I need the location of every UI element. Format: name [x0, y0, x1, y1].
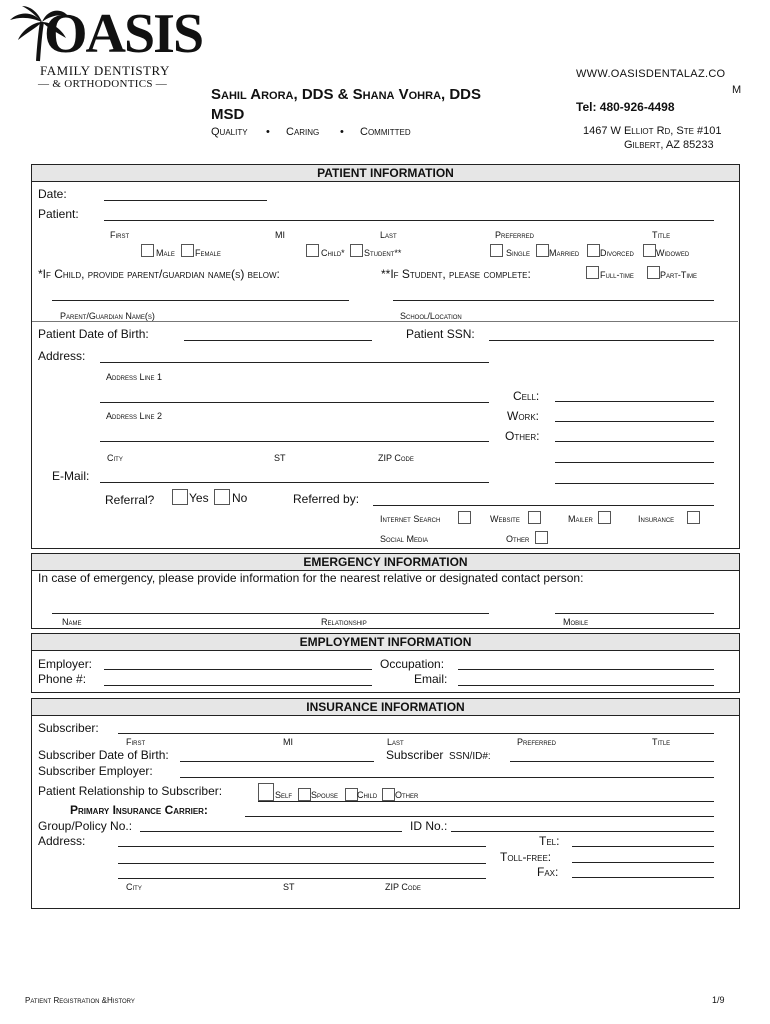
carrier-address-line-1[interactable]	[118, 846, 486, 847]
relationship-field[interactable]	[258, 801, 714, 802]
tagline-quality: Quality	[211, 126, 248, 138]
ref-insurance-label: Insurance	[638, 514, 675, 524]
emergency-name-relationship-field[interactable]	[52, 613, 489, 614]
married-checkbox[interactable]	[536, 244, 549, 257]
parent-guardian-caption: Parent/Guardian Name(s)	[60, 311, 155, 321]
employment-phone-field[interactable]	[104, 685, 372, 686]
carrier-zip-caption: ZIP Code	[385, 882, 421, 892]
referral-yes-checkbox[interactable]	[172, 489, 188, 505]
rel-other-label: Other	[395, 790, 419, 800]
tagline-caring: Caring	[286, 126, 320, 138]
female-label: Female	[195, 248, 221, 258]
emergency-information-section	[31, 553, 740, 629]
ssn-label: Patient SSN:	[406, 327, 475, 341]
employment-email-field[interactable]	[458, 685, 714, 686]
rel-spouse-checkbox[interactable]	[298, 788, 311, 801]
date-label: Date:	[38, 187, 67, 201]
address-label: Address:	[38, 349, 86, 363]
part-time-label: Part-Time	[660, 270, 698, 280]
carrier-fax-label: Fax:	[537, 865, 559, 879]
ref-other-label: Other	[506, 534, 530, 544]
sub-mi-caption: MI	[283, 737, 293, 747]
subscriber-dob-label: Subscriber Date of Birth:	[38, 748, 169, 762]
referral-no-label: No	[232, 491, 248, 505]
employment-email-label: Email:	[414, 672, 448, 686]
tagline-bullet: •	[340, 126, 344, 138]
id-no-field[interactable]	[451, 831, 714, 832]
female-checkbox[interactable]	[181, 244, 194, 257]
ref-social-label: Social Media	[380, 534, 429, 544]
tagline-bullet: •	[266, 126, 270, 138]
date-field[interactable]	[104, 200, 267, 201]
referred-by-label: Referred by:	[293, 492, 360, 506]
relationship-caption: Relationship	[321, 617, 367, 627]
child-checkbox[interactable]	[306, 244, 319, 257]
page-number: 1/9	[712, 995, 725, 1005]
primary-carrier-label: Primary Insurance Carrier:	[70, 803, 208, 817]
rel-spouse-label: Spouse	[311, 790, 339, 800]
child-label: Child*	[321, 248, 345, 258]
section-heading: EMERGENCY INFORMATION	[32, 554, 739, 571]
carrier-tel-label: Tel:	[539, 834, 560, 848]
patient-information-section	[31, 164, 740, 549]
parent-guardian-field[interactable]	[52, 300, 349, 301]
student-checkbox[interactable]	[350, 244, 363, 257]
student-note: **If Student, please complete:	[381, 267, 531, 281]
referred-by-field[interactable]	[373, 505, 714, 506]
school-location-field[interactable]	[393, 300, 714, 301]
subscriber-ssn-small: SSN/ID#:	[449, 751, 491, 762]
group-policy-field[interactable]	[140, 831, 402, 832]
subscriber-dob-field[interactable]	[180, 761, 374, 762]
full-time-checkbox[interactable]	[586, 266, 599, 279]
carrier-tel-field[interactable]	[572, 846, 714, 847]
mobile-caption: Mobile	[563, 617, 589, 627]
title-caption: Title	[652, 230, 671, 240]
other-phone-field[interactable]	[555, 441, 714, 442]
subscriber-employer-label: Subscriber Employer:	[38, 764, 153, 778]
employer-field[interactable]	[104, 669, 372, 670]
ref-internet-checkbox[interactable]	[458, 511, 471, 524]
extra-phone-field-2[interactable]	[555, 483, 714, 484]
full-time-label: Full-time	[600, 270, 634, 280]
address-line-2-caption: Address Line 2	[106, 411, 163, 421]
emergency-instructions: In case of emergency, please provide information for the nearest relative or designated contact person:	[38, 571, 584, 585]
employer-label: Employer:	[38, 657, 93, 671]
other-phone-label: Other:	[505, 429, 540, 443]
ref-website-label: Website	[490, 514, 520, 524]
sub-preferred-caption: Preferred	[517, 737, 557, 747]
st-caption: ST	[274, 453, 286, 463]
cell-field[interactable]	[555, 401, 714, 402]
address-line-1-caption: Address Line 1	[106, 372, 163, 382]
email-field[interactable]	[100, 482, 489, 483]
logo-sub-orthodontics: — & ORTHODONTICS —	[38, 78, 168, 90]
male-checkbox[interactable]	[141, 244, 154, 257]
name-caption: Name	[62, 617, 82, 627]
work-label: Work:	[507, 409, 539, 423]
referral-label: Referral?	[105, 493, 155, 507]
zip-caption: ZIP Code	[378, 453, 414, 463]
carrier-address-line-2[interactable]	[118, 863, 486, 864]
married-label: Married	[549, 248, 580, 258]
sub-first-caption: First	[126, 737, 146, 747]
relationship-label: Patient Relationship to Subscriber:	[38, 784, 223, 798]
city-caption: City	[107, 453, 123, 463]
id-no-label: ID No.:	[410, 819, 448, 833]
rel-child-label: Child	[357, 790, 378, 800]
ref-mailer-checkbox[interactable]	[598, 511, 611, 524]
cell-label: Cell:	[513, 389, 540, 403]
first-caption: First	[110, 230, 130, 240]
subscriber-employer-field[interactable]	[180, 777, 714, 778]
rel-other-checkbox[interactable]	[382, 788, 395, 801]
doctor-names: Sahil Arora, DDS & Shana Vohra, DDS	[211, 86, 482, 103]
email-label: E-Mail:	[52, 469, 90, 483]
patient-label: Patient:	[38, 207, 79, 221]
divorced-checkbox[interactable]	[587, 244, 600, 257]
address-line-2-field[interactable]	[100, 402, 489, 403]
office-address-2: Gilbert, AZ 85233	[624, 139, 714, 151]
section-heading: PATIENT INFORMATION	[32, 165, 739, 182]
city-st-zip-field[interactable]	[100, 441, 489, 442]
subscriber-name-field[interactable]	[118, 733, 714, 734]
last-caption: Last	[380, 230, 397, 240]
carrier-city-caption: City	[126, 882, 142, 892]
carrier-city-st-zip-field[interactable]	[118, 878, 486, 879]
group-policy-label: Group/Policy No.:	[38, 819, 133, 833]
widowed-label: Widowed	[656, 248, 690, 258]
section-heading: EMPLOYMENT INFORMATION	[32, 634, 739, 651]
website-wrap: M	[732, 84, 742, 96]
emergency-mobile-field[interactable]	[555, 613, 714, 614]
part-time-checkbox[interactable]	[647, 266, 660, 279]
occupation-field[interactable]	[458, 669, 714, 670]
patient-name-field[interactable]	[104, 220, 714, 221]
rel-self-checkbox[interactable]	[258, 783, 274, 801]
carrier-tollfree-field[interactable]	[572, 862, 714, 863]
telephone: Tel: 480-926-4498	[576, 100, 675, 114]
carrier-st-caption: ST	[283, 882, 295, 892]
employment-phone-label: Phone #:	[38, 672, 87, 686]
dob-label: Patient Date of Birth:	[38, 327, 149, 341]
preferred-caption: Preferred	[495, 230, 535, 240]
ref-other-checkbox[interactable]	[535, 531, 548, 544]
address-line-1-field[interactable]	[100, 362, 489, 363]
website: WWW.OASISDENTALAZ.CO	[576, 68, 726, 80]
ref-website-checkbox[interactable]	[528, 511, 541, 524]
extra-phone-field[interactable]	[555, 462, 714, 463]
office-address-1: 1467 W Elliot Rd, Ste #101	[583, 125, 722, 137]
divider	[32, 321, 738, 322]
footer-title: Patient Registration &History	[25, 996, 135, 1005]
sub-title-caption: Title	[652, 737, 671, 747]
section-heading: INSURANCE INFORMATION	[32, 699, 739, 716]
mi-caption: MI	[275, 230, 285, 240]
sub-last-caption: Last	[387, 737, 404, 747]
logo-name: OASIS	[44, 3, 203, 65]
single-label: Single	[506, 248, 531, 258]
child-note: *If Child, provide parent/guardian name(s) below:	[38, 267, 280, 281]
carrier-address-label: Address:	[38, 834, 86, 848]
carrier-tollfree-label: Toll-free:	[500, 850, 552, 864]
subscriber-ssn-label: Subscriber	[386, 748, 444, 762]
referral-yes-label: Yes	[189, 491, 209, 505]
ssn-field[interactable]	[489, 340, 714, 341]
widowed-checkbox[interactable]	[643, 244, 656, 257]
school-location-caption: School/Location	[400, 311, 462, 321]
divorced-label: Divorced	[600, 248, 634, 258]
male-label: Male	[156, 248, 175, 258]
ref-insurance-checkbox[interactable]	[687, 511, 700, 524]
doctor-names-line2: MSD	[211, 106, 245, 123]
subscriber-label: Subscriber:	[38, 721, 99, 735]
referral-no-checkbox[interactable]	[214, 489, 230, 505]
ref-mailer-label: Mailer	[568, 514, 593, 524]
logo-sub-dentistry: FAMILY DENTISTRY	[40, 63, 170, 78]
tagline-committed: Committed	[360, 126, 411, 138]
primary-carrier-field[interactable]	[245, 816, 714, 817]
carrier-fax-field[interactable]	[572, 877, 714, 878]
ref-internet-label: Internet Search	[380, 514, 441, 524]
dob-field[interactable]	[184, 340, 372, 341]
single-checkbox[interactable]	[490, 244, 503, 257]
occupation-label: Occupation:	[380, 657, 445, 671]
rel-self-label: Self	[275, 790, 293, 800]
subscriber-ssn-field[interactable]	[510, 761, 714, 762]
student-label: Student**	[364, 248, 402, 258]
work-field[interactable]	[555, 421, 714, 422]
